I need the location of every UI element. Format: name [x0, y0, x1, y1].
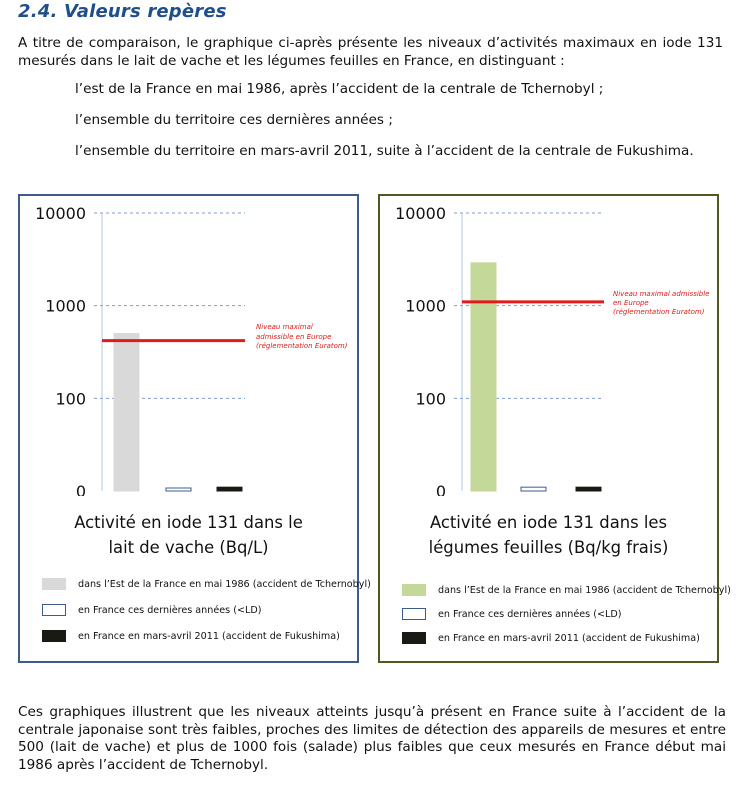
y-tick-label: 10000	[35, 204, 86, 223]
legend-swatch	[42, 630, 66, 642]
legend-swatch	[402, 584, 426, 596]
chart-panel-leafy-vegetables	[378, 194, 731, 663]
y-tick-label: 100	[55, 389, 86, 409]
chart-milk	[20, 196, 357, 496]
y-tick-label: 100	[415, 389, 446, 409]
intro-paragraph: A titre de comparaison, le graphique ci-après présente les niveaux d’activités maximaux en iode 131 mesurés dans le lait de vache et les légumes feuilles en France, en distinguant :	[18, 35, 723, 69]
bar	[217, 487, 242, 491]
bar	[166, 488, 191, 491]
chart-title-line: Activité en iode 131 dans le	[74, 513, 303, 532]
chart-title	[380, 510, 717, 560]
legend-swatch	[42, 578, 66, 590]
chart-leafy-vegetables	[380, 196, 717, 496]
reference-label: (réglementation Euratom)	[256, 342, 348, 350]
legend-swatch	[402, 608, 426, 620]
legend-label: dans l’Est de la France en mai 1986 (accident de Tchernobyl)	[438, 585, 731, 596]
bullet-item: l’est de la France en mai 1986, après l’accident de la centrale de Tchernobyl ;	[75, 81, 604, 97]
y-tick-label: 0	[75, 482, 86, 496]
bar	[114, 334, 139, 491]
conclusion-paragraph: Ces graphiques illustrent que les niveaux atteints jusqu’à présent en France suite à l’accident de la centrale japonaise sont très faibles, proches des limites de détection des appareils de mesures et entre 500 (lait de vache) et plus de 1000 fois (salade) plus faibles que ceux mesurés en France début mai 1986 après l’accident de Tchernobyl.	[18, 704, 726, 773]
bullet-item: l’ensemble du territoire ces dernières années ;	[75, 112, 393, 128]
reference-label: (réglementation Euratom)	[613, 308, 705, 316]
y-tick-label: 0	[435, 482, 446, 496]
legend-label: en France ces dernières années (<LD)	[438, 609, 622, 620]
chart-panel-milk	[18, 194, 371, 663]
legend-label: en France ces dernières années (<LD)	[78, 605, 262, 616]
bullet-item: l’ensemble du territoire en mars-avril 2011, suite à l’accident de la centrale de Fukushima.	[75, 143, 694, 159]
reference-label: Niveau maximal	[256, 323, 313, 331]
chart-title	[20, 510, 357, 560]
legend-swatch	[42, 604, 66, 616]
legend-swatch	[402, 632, 426, 644]
legend-label: en France en mars-avril 2011 (accident de Fukushima)	[438, 633, 700, 644]
reference-label: admissible en Europe	[256, 333, 332, 341]
bar	[576, 487, 601, 491]
legend-label: dans l’Est de la France en mai 1986 (accident de Tchernobyl)	[78, 579, 371, 590]
chart-title-line: lait de vache (Bq/L)	[108, 538, 269, 557]
y-tick-label: 1000	[45, 296, 86, 316]
y-tick-label: 1000	[405, 296, 446, 316]
legend-label: en France en mars-avril 2011 (accident de Fukushima)	[78, 631, 340, 642]
reference-label: en Europe	[613, 299, 649, 307]
y-tick-label: 10000	[395, 204, 446, 223]
section-heading: 2.4. Valeurs repères	[18, 1, 227, 22]
chart-title-line: Activité en iode 131 dans les	[429, 513, 668, 532]
bar	[521, 487, 546, 491]
reference-label: Niveau maximal admissible	[613, 290, 710, 298]
bar	[471, 263, 496, 491]
chart-title-line: légumes feuilles (Bq/kg frais)	[428, 538, 669, 557]
